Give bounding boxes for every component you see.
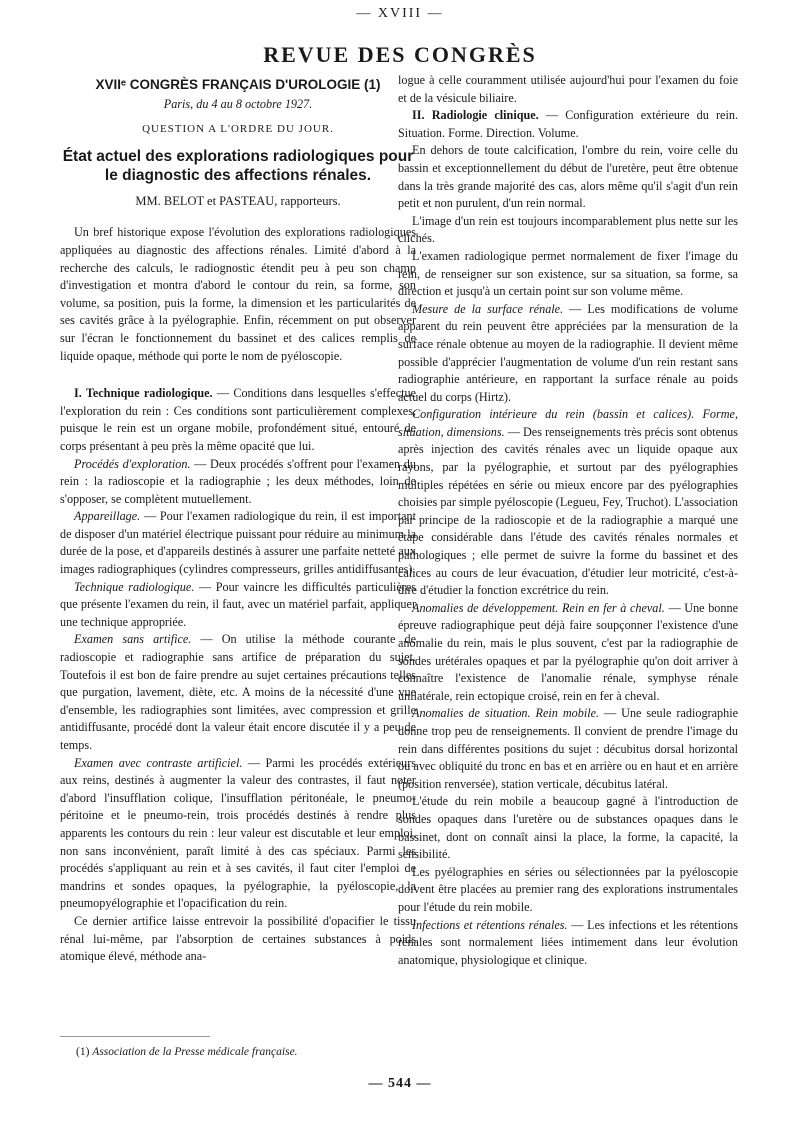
paragraph (60, 456, 416, 509)
paragraph-text: L'image d'un rein est toujours incomparablement plus nette sur les clichés. (398, 213, 738, 246)
paragraph (398, 301, 738, 407)
paragraph-heading: Mesure de la surface rénale. (412, 301, 564, 316)
paragraph (398, 248, 738, 301)
paragraph-text: — Parmi les procédés extérieurs aux reins, destinés à augmenter la valeur des contrastes, il faut noter d'abord l'insufflation colique, l'insufflation péritonéale, le pneumo-péritoine et le pneumo-rein, trois procédés destinés à rendre plus apparents les contours du rein : leur valeur est discutable et leur emploi, non sans inconvénient, paraît limité à des cas spéciaux. Parmi les procédés s'appliquant au rein et à ses cavités, il faut citer l'emploi de mandrins et sondes opaques, la pyélographie, la pyéloscopie, la pneumopyélographie et l'opacification du rein. (60, 755, 417, 911)
paragraph-text: L'étude du rein mobile a beaucoup gagné à l'introduction de sondes opaques dans l'uretère ou de substances opaques dans le bassinet, dont on connaît ainsi la place, la forme, la capacité, la sensibilité. (398, 794, 738, 862)
footnote (76, 1046, 298, 1058)
paragraph (398, 793, 738, 863)
paragraph (398, 72, 738, 107)
paragraph (60, 755, 416, 913)
paragraph (398, 917, 738, 970)
page-roman-number: — XVIII — (356, 6, 444, 21)
paragraph-heading: Examen avec contraste artificiel. (74, 755, 243, 770)
paragraph-text: — Conditions dans lesquelles s'effectue l'exploration du rein : Ces conditions sont particulièrement complexes, puisque le rein est un organe mobile, profondément situé, entouré de corps présentant à peu près la même opacité que lui. (60, 386, 416, 453)
paragraph-heading: II. Radiologie clinique. (412, 108, 539, 123)
paragraph-text: — On utilise la méthode courante de radioscopie et radiographie sans artifice de préparation du sujet. Toutefois il est bon de faire prendre au sujet certaines précautions telles que purgation, lavement, diète, etc. A moins de la nécessité d'une vue d'ensemble, les radiographies sont limitées, avec compression et grille antidiffusante, procédé dont la valeur était encore discutée il y a peu de temps. (60, 632, 416, 752)
paragraph-text: Ce dernier artifice laisse entrevoir la possibilité d'opacifier le tissu rénal lui-même, par l'absorption de certaines substances à poids atomique élevé, méthode ana- (60, 913, 416, 964)
paragraph-heading: Infections et rétentions rénales. (412, 917, 568, 932)
paragraph-heading: Configuration intérieure du rein (bassin et calices). Forme, situation, dimensions. (398, 407, 738, 439)
paragraph-heading: Examen sans artifice. (74, 632, 192, 647)
paragraph (398, 406, 738, 600)
paragraph-text: — Des renseignements très précis sont obtenus après injection des cavités rénales avec un liquide opaque aux rayons, par la pyélographie, et surtout par des pyélographies multiples répétées en série ou mieux encore par des pyélographies choisies par simple pyéloscopie (Legueu, Fey, Truchot). L'association par principe de la radioscopie et de la radiographie a marqué une étape considérable dans l'étude des cavités rénales normales et pathologiques ; elle permet de suivre la forme du bassinet et des calices au cours de leur évacuation, d'étudier leur motricité, c'est-à-dire d'étudier la fonction excrétrice du rein. (398, 424, 738, 598)
paragraph-heading: I. Technique radiologique. (74, 386, 213, 401)
congress-heading: XVIIᵉ CONGRÈS FRANÇAIS D'UROLOGIE (1) (95, 77, 381, 92)
paragraph-text: — Les modifications de volume apparent du rein peuvent être appréciées par la mensuration de la surface rénale obtenue au moyen de la radiographie. Il devient même possible d'apprécier l'augmentation de volume d'un rein restant sans radiographie antérieure, en rapportant la surface rénale au poids actuel du corps (Hirtz). (398, 301, 738, 404)
paragraph-text: — Pour l'examen radiologique du rein, il est important de disposer d'un matériel électrique puissant pour réduire au minimum la durée de la pose, et d'appareils destinés à assurer une parfaite netteté aux images radiographiques (cylindres compresseurs, grilles antidiffusantes). (60, 509, 416, 577)
paragraph-text: — Une seule radiographie donne trop peu de renseignements. Il convient de prendre l'image du rein dans différentes positions du sujet : décubitus dorsal horizontal ou avec obliquité du tronc en bas et en arrière ou en haut et en arrière (position renversée), station verticale, décubitus latéral. (398, 706, 738, 791)
intro-paragraph: Un bref historique expose l'évolution des explorations radiologiques appliquées au diagnostic des affections rénales. Limité d'abord à la recherche des calculs, le radiognostic étendit peu à peu son champ d'investigation et montra d'abord le contour du rein, sa forme, son volume, sa position, puis la forme, la dimension et les particularités de ses cavités grâce à la pyélographie. Enfin, récemment on put observer sur l'écran le fonctionnement du bassinet et des calices remplis de liquide opaque, méthode qui porte le nom de pyéloscopie. (60, 225, 416, 363)
paragraph-text: — Les infections et les rétentions rénales sont normalement liées intimement dans leur évolution anatomique, physiologique et clinique. (398, 917, 738, 967)
paragraph-heading: Appareillage. (74, 509, 141, 524)
paragraph-heading: Anomalies de situation. Rein mobile. (412, 706, 600, 721)
paragraph-text: En dehors de toute calcification, l'ombre du rein, voire celle du bassin et exceptionnellement du début de l'uretère, peut être obtenue dans la très grande majorité des cas, alors même qu'il s'agit d'un rein petit et non purulent, d'un rein normal. (398, 143, 738, 211)
paragraph-text: L'examen radiologique permet normalement de fixer l'image du rein, de renseigner sur son existence, sur sa situation, sa forme, sa direction et jusqu'à un certain point sur son volume même. (398, 248, 738, 299)
rapporteurs: MM. BELOT et PASTEAU, rapporteurs. (135, 193, 341, 208)
paragraph-text: — Pour vaincre les difficultés particulières que présente l'examen du rein, il faut, avec un matériel parfait, appliquer une technique appropriée. (60, 579, 416, 629)
paragraph-heading: Technique radiologique. (74, 579, 195, 594)
article-title: État actuel des explorations radiologiques pour le diagnostic des affections rénales. (62, 147, 414, 184)
paragraph-text: Les pyélographies en séries ou sélectionnées par la pyéloscopie doivent être placées au premier rang des explorations instrumentales pour l'étude du rein mobile. (398, 864, 738, 914)
paragraph-text: — Une bonne épreuve radiographique peut déjà faire soupçonner l'existence d'une anomalie du rein, mais le plus souvent, c'est par la radiographie de sondes urétérales opaques et par la pyélographie qu'on doit arriver à connaître l'existence de l'anomalie rénale, symphyse rénale unilatérale, rein ectopique croisé, rein en fer à cheval. (398, 600, 738, 703)
paragraph (60, 385, 416, 455)
paragraph (398, 864, 738, 917)
place-date: Paris, du 4 au 8 octobre 1927. (163, 96, 313, 111)
paragraph-heading: Anomalies de développement. Rein en fer à cheval. (412, 600, 665, 615)
paragraph-heading: Procédés d'exploration. (74, 456, 191, 471)
footnote-divider (60, 1036, 210, 1037)
page-number: — 544 — (368, 1076, 432, 1091)
right-column (398, 72, 738, 969)
section-title: REVUE DES CONGRÈS (263, 42, 537, 67)
paragraph-text: — Deux procédés s'offrent pour l'examen du rein : la radioscopie et la radiographie ; les deux méthodes, loin de s'opposer, se complètent mutuellement. (60, 456, 416, 506)
footnote-text: Association de la Presse médicale française. (92, 1046, 298, 1058)
question-label: QUESTION A L'ORDRE DU JOUR. (142, 123, 334, 136)
paragraph (60, 579, 416, 632)
paragraph (60, 913, 416, 966)
paragraph (398, 142, 738, 212)
paragraph (398, 705, 738, 793)
paragraph (398, 213, 738, 248)
paragraph (60, 631, 416, 754)
paragraph (60, 508, 416, 578)
paragraph-text: logue à celle couramment utilisée aujourd'hui pour l'examen du foie et de la vésicule biliaire. (398, 73, 738, 105)
paragraph (398, 107, 738, 142)
paragraph-text: — Configuration extérieure du rein. Situation. Forme. Direction. Volume. (398, 108, 738, 140)
left-column (60, 72, 416, 966)
footnote-mark: (1) (76, 1046, 90, 1058)
paragraph (398, 600, 738, 706)
